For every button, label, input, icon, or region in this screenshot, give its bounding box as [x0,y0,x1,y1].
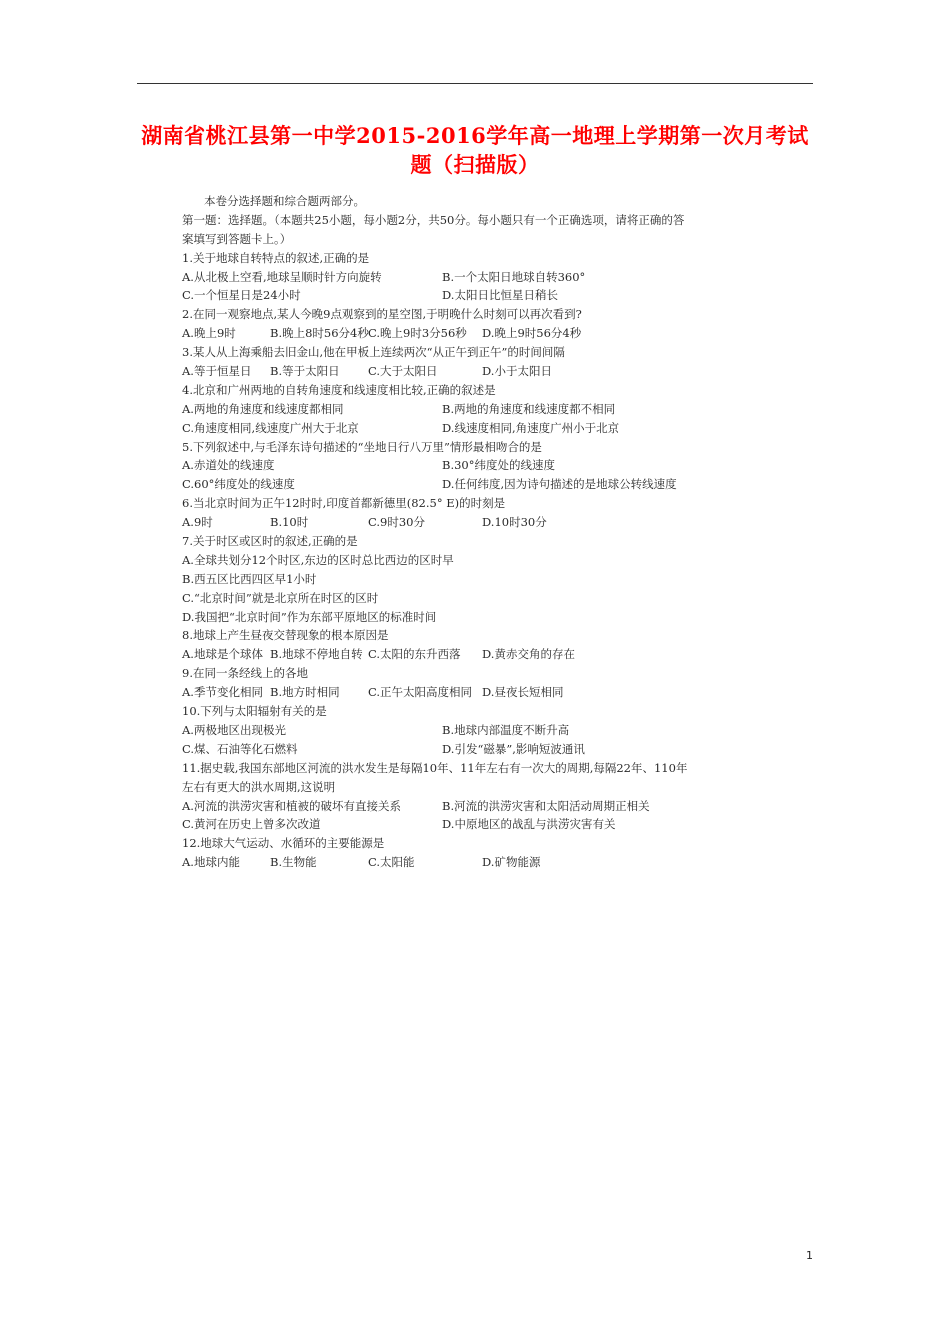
question-stem: 1.关于地球自转特点的叙述,正确的是 [182,250,370,265]
answer-option: B.等于太阳日 [270,364,340,379]
section-instructions-line-1: 第一题：选择题。（本题共25小题，每小题2分，共50分。每小题只有一个正确选项，请将正确的答 [182,212,685,227]
question-stem: 3.某人从上海乘船去旧金山,他在甲板上连续两次“从正午到正午”的时间间隔 [182,345,565,360]
option-row [182,362,757,381]
question-stem: 4.北京和广州两地的自转角速度和线速度相比较,正确的叙述是 [182,382,496,397]
option-row [182,400,757,419]
question-stem: 6.当北京时间为正午12时时,印度首都新德里(82.5° E)的时刻是 [182,496,506,511]
option-row [182,456,757,475]
question-4 [182,381,757,438]
question-stem: 9.在同一条经线上的各地 [182,666,308,681]
answer-option: A.等于恒星日 [182,364,252,379]
answer-option: B.西五区比西四区早1小时 [182,571,317,586]
question-10 [182,702,757,759]
question-3 [182,343,757,381]
option-row [182,513,757,532]
question-stem: 2.在同一观察地点,某人今晚9点观察到的星空图,于明晚什么时刻可以再次看到? [182,307,582,322]
answer-option: C.煤、石油等化石燃料 [182,741,298,756]
question-1 [182,249,757,306]
answer-option: C.9时30分 [368,515,425,530]
answer-option: C.“北京时间”就是北京所在时区的区时 [182,590,379,605]
option-row [182,268,757,287]
option-row [182,797,757,816]
answer-option: D.小于太阳日 [482,364,552,379]
answer-option: A.河流的洪涝灾害和植被的破坏有直接关系 [182,798,401,813]
answer-option: A.两极地区出现极光 [182,722,286,737]
question-9 [182,664,757,702]
option-row [182,721,757,740]
exam-intro: 本卷分选择题和综合题两部分。 [204,194,365,208]
question-8 [182,626,757,664]
answer-option: C.黄河在历史上曾多次改道 [182,817,321,832]
answer-option: B.地方时相同 [270,685,340,700]
option-row [182,645,757,664]
answer-option: A.全球共划分12个时区,东边的区时总比西边的区时早 [182,552,454,567]
answer-option: A.9时 [182,515,213,530]
answer-option: A.季节变化相同 [182,685,263,700]
answer-option: D.任何纬度,因为诗句描述的是地球公转线速度 [442,477,677,492]
question-stem: 12.地球大气运动、水循环的主要能源是 [182,836,385,851]
question-stem: 7.关于时区或区时的叙述,正确的是 [182,534,358,549]
document-title [130,121,820,179]
option-row [182,853,757,872]
question-12 [182,834,757,872]
option-row [182,608,757,627]
answer-option: B.地球内部温度不断升高 [442,722,570,737]
answer-option: A.两地的角速度和线速度都相同 [182,401,344,416]
option-row [182,683,757,702]
question-5 [182,438,757,495]
question-list [182,249,757,872]
answer-option: B.地球不停地自转 [270,647,363,662]
answer-option: D.黄赤交角的存在 [482,647,575,662]
option-row [182,740,757,759]
answer-option: D.10时30分 [482,515,547,530]
answer-option: D.矿物能源 [482,855,541,870]
answer-option: D.晚上9时56分4秒 [482,326,582,341]
answer-option: A.地球是个球体 [182,647,263,662]
answer-option: B.30°纬度处的线速度 [442,458,555,473]
answer-option: A.赤道处的线速度 [182,458,275,473]
answer-option: B.河流的洪涝灾害和太阳活动周期正相关 [442,798,650,813]
answer-option: D.线速度相同,角速度广州小于北京 [442,420,620,435]
option-row [182,324,757,343]
title-line-2: 题（扫描版） [410,152,540,177]
question-stem: 10.下列与太阳辐射有关的是 [182,704,327,719]
answer-option: D.引发“磁暴”,影响短波通讯 [442,741,585,756]
answer-option: C.角速度相同,线速度广州大于北京 [182,420,359,435]
question-stem: 8.地球上产生昼夜交替现象的根本原因是 [182,628,389,643]
question-11 [182,759,757,835]
answer-option: B.晚上8时56分4秒 [270,326,369,341]
question-6 [182,494,757,532]
answer-option: C.太阳的东升西落 [368,647,461,662]
answer-option: A.从北极上空看,地球呈顺时针方向旋转 [182,269,382,284]
answer-option: C.大于太阳日 [368,364,438,379]
answer-option: D.太阳日比恒星日稍长 [442,288,558,303]
option-row [182,570,757,589]
question-7 [182,532,757,626]
question-2 [182,305,757,343]
page-number: 1 [806,1249,813,1262]
answer-option: B.一个太阳日地球自转360° [442,269,586,284]
answer-option: B.两地的角速度和线速度都不相同 [442,401,616,416]
answer-option: A.晚上9时 [182,326,236,341]
option-row [182,815,757,834]
answer-option: C.太阳能 [368,855,415,870]
option-row [182,286,757,305]
option-row [182,551,757,570]
answer-option: D.中原地区的战乱与洪涝灾害有关 [442,817,616,832]
title-line-1: 湖南省桃江县第一中学2015-2016学年高一地理上学期第一次月考试 [141,123,809,148]
answer-option: B.10时 [270,515,309,530]
option-row [182,589,757,608]
question-stem: 5.下列叙述中,与毛泽东诗句描述的“坐地日行八万里”情形最相吻合的是 [182,439,542,454]
answer-option: D.我国把“北京时间”作为东部平原地区的标准时间 [182,609,437,624]
option-row [182,419,757,438]
option-row [182,475,757,494]
section-instructions-line-2: 案填写到答题卡上。） [182,231,292,246]
scanned-exam-content [182,192,757,872]
answer-option: B.生物能 [270,855,317,870]
answer-option: C.正午太阳高度相同 [368,685,473,700]
question-stem: 11.据史载,我国东部地区河流的洪水发生是每隔10年、11年左右有一次大的周期,每隔22年、110年 [182,760,688,775]
answer-option: C.一个恒星日是24小时 [182,288,301,303]
answer-option: C.晚上9时3分56秒 [368,326,467,341]
answer-option: C.60°纬度处的线速度 [182,477,295,492]
answer-option: A.地球内能 [182,855,240,870]
header-rule [137,83,813,84]
answer-option: D.昼夜长短相同 [482,685,564,700]
question-stem-continued: 左右有更大的洪水周期,这说明 [182,779,336,794]
